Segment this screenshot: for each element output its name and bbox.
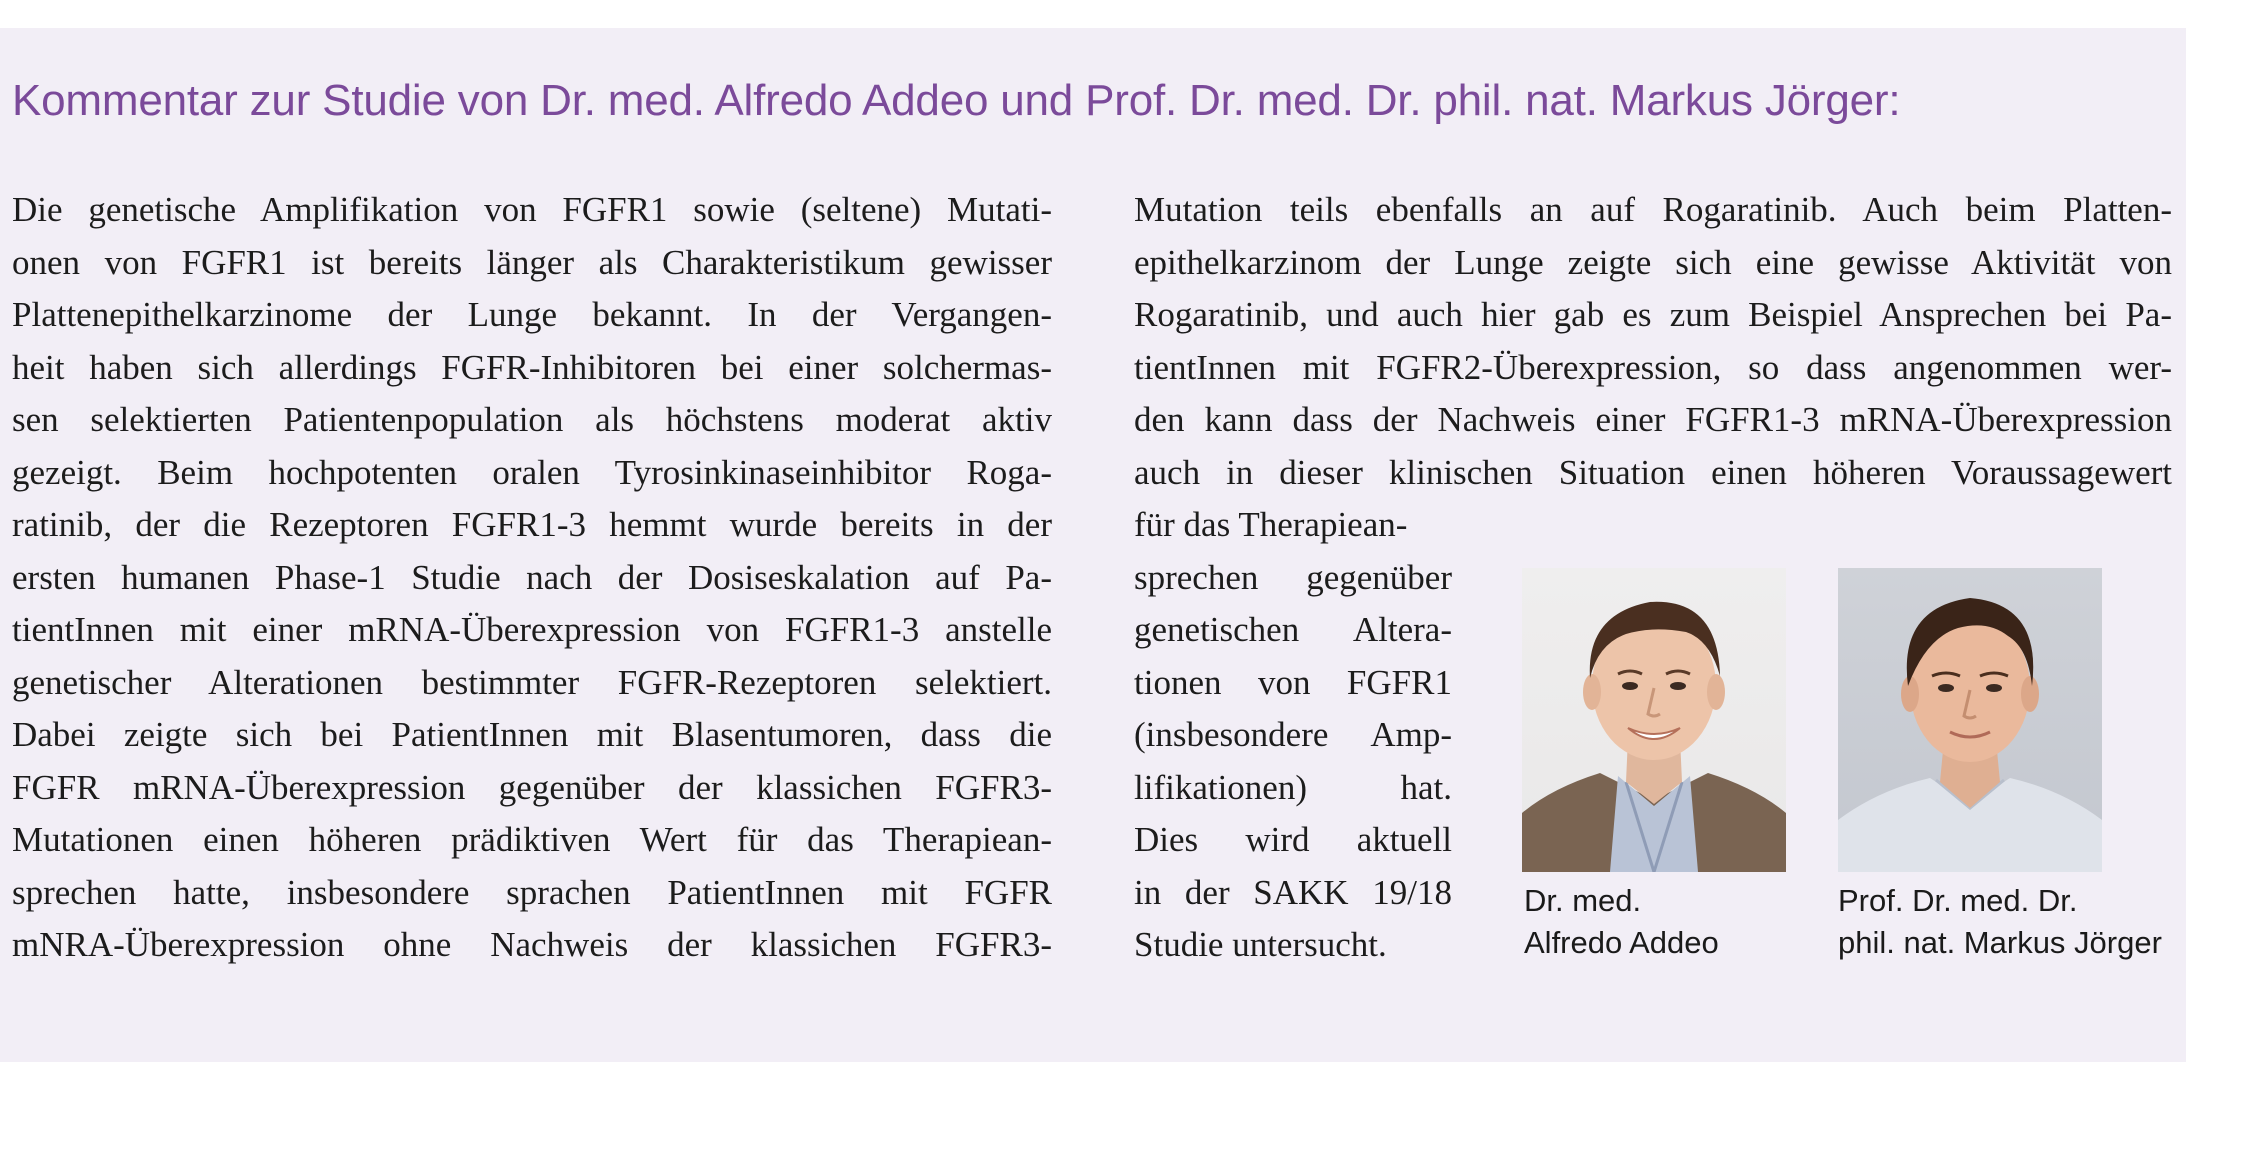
text-line: Dies wird aktuell <box>1134 820 1452 859</box>
text-line: Dabei zeigte sich bei PatientInnen mit Blasentumoren, dass die <box>12 715 1052 754</box>
text-line: tientInnen mit einer mRNA-Überexpression von FGFR1-3 anstelle <box>12 610 1052 649</box>
text-line: Studie untersucht. <box>1134 925 1387 964</box>
text-line: Mutation teils ebenfalls an auf Rogaratinib. Auch beim Platten- <box>1134 190 2172 229</box>
text-line: genetischer Alterationen bestimmter FGFR-Rezeptoren selektiert. <box>12 662 1052 702</box>
text-line: FGFR mRNA-Überexpression gegenüber der klassichen FGFR3- <box>12 767 1052 807</box>
text-line: für das Therapiean- <box>1134 505 1408 544</box>
text-line: Mutationen einen höheren prädiktiven Wert für das Therapiean- <box>12 820 1052 859</box>
text-line: Rogaratinib, und auch hier gab es zum Beispiel Ansprechen bei Pa- <box>1134 295 2172 334</box>
text-line: Die genetische Amplifikation von FGFR1 sowie (seltene) Mutati- <box>12 190 1052 229</box>
caption-line: Alfredo Addeo <box>1524 925 1719 960</box>
text-line: gezeigt. Beim hochpotenten oralen Tyrosinkinaseinhibitor Roga- <box>12 452 1052 492</box>
narrow-text-column <box>1134 499 1452 972</box>
right-text-column <box>1134 184 2172 499</box>
text-line: sprechen gegenüber <box>1134 557 1452 597</box>
text-line: ratinib, der die Rezeptoren FGFR1-3 hemmt wurde bereits in der <box>12 505 1052 544</box>
text-line: auch in dieser klinischen Situation einen höheren Voraussagewert <box>1134 452 2172 492</box>
comment-title: Kommentar zur Studie von Dr. med. Alfredo Addeo und Prof. Dr. med. Dr. phil. nat. Markus Jörger: <box>12 76 1901 125</box>
text-line: ersten humanen Phase-1 Studie nach der Dosiseskalation auf Pa- <box>12 557 1052 597</box>
text-line: sprechen hatte, insbesondere sprachen PatientInnen mit FGFR <box>12 872 1052 912</box>
text-line: genetischen Altera- <box>1134 610 1452 649</box>
text-line: (insbesondere Amp- <box>1134 715 1452 754</box>
text-line: tientInnen mit FGFR2-Überexpression, so dass angenommen wer- <box>1134 347 2172 387</box>
caption-line: phil. nat. Markus Jörger <box>1838 925 2162 960</box>
left-text-column <box>12 184 1052 972</box>
text-line: mNRA-Überexpression ohne Nachweis der klassichen FGFR3- <box>12 925 1052 964</box>
text-line: tionen von FGFR1 <box>1134 662 1452 702</box>
caption-joerger <box>1838 880 2178 964</box>
text-line: onen von FGFR1 ist bereits länger als Charakteristikum gewisser <box>12 242 1052 282</box>
text-line: Plattenepithelkarzinome der Lunge bekannt. In der Vergangen- <box>12 295 1052 334</box>
text-line: lifikationen) hat. <box>1134 767 1452 807</box>
caption-line: Dr. med. <box>1524 883 1642 918</box>
text-line: epithelkarzinom der Lunge zeigte sich eine gewisse Aktivität von <box>1134 242 2172 282</box>
caption-line: Prof. Dr. med. Dr. <box>1838 883 2078 918</box>
text-line: sen selektierten Patientenpopulation als höchstens moderat aktiv <box>12 400 1052 439</box>
portrait-addeo-photo <box>1522 568 1786 872</box>
caption-addeo <box>1524 880 1814 964</box>
text-line: in der SAKK 19/18 <box>1134 872 1452 912</box>
text-line: den kann dass der Nachweis einer FGFR1-3 mRNA-Überexpression <box>1134 400 2172 439</box>
text-line: heit haben sich allerdings FGFR-Inhibitoren bei einer solchermas- <box>12 347 1052 387</box>
portrait-joerger-photo <box>1838 568 2102 872</box>
